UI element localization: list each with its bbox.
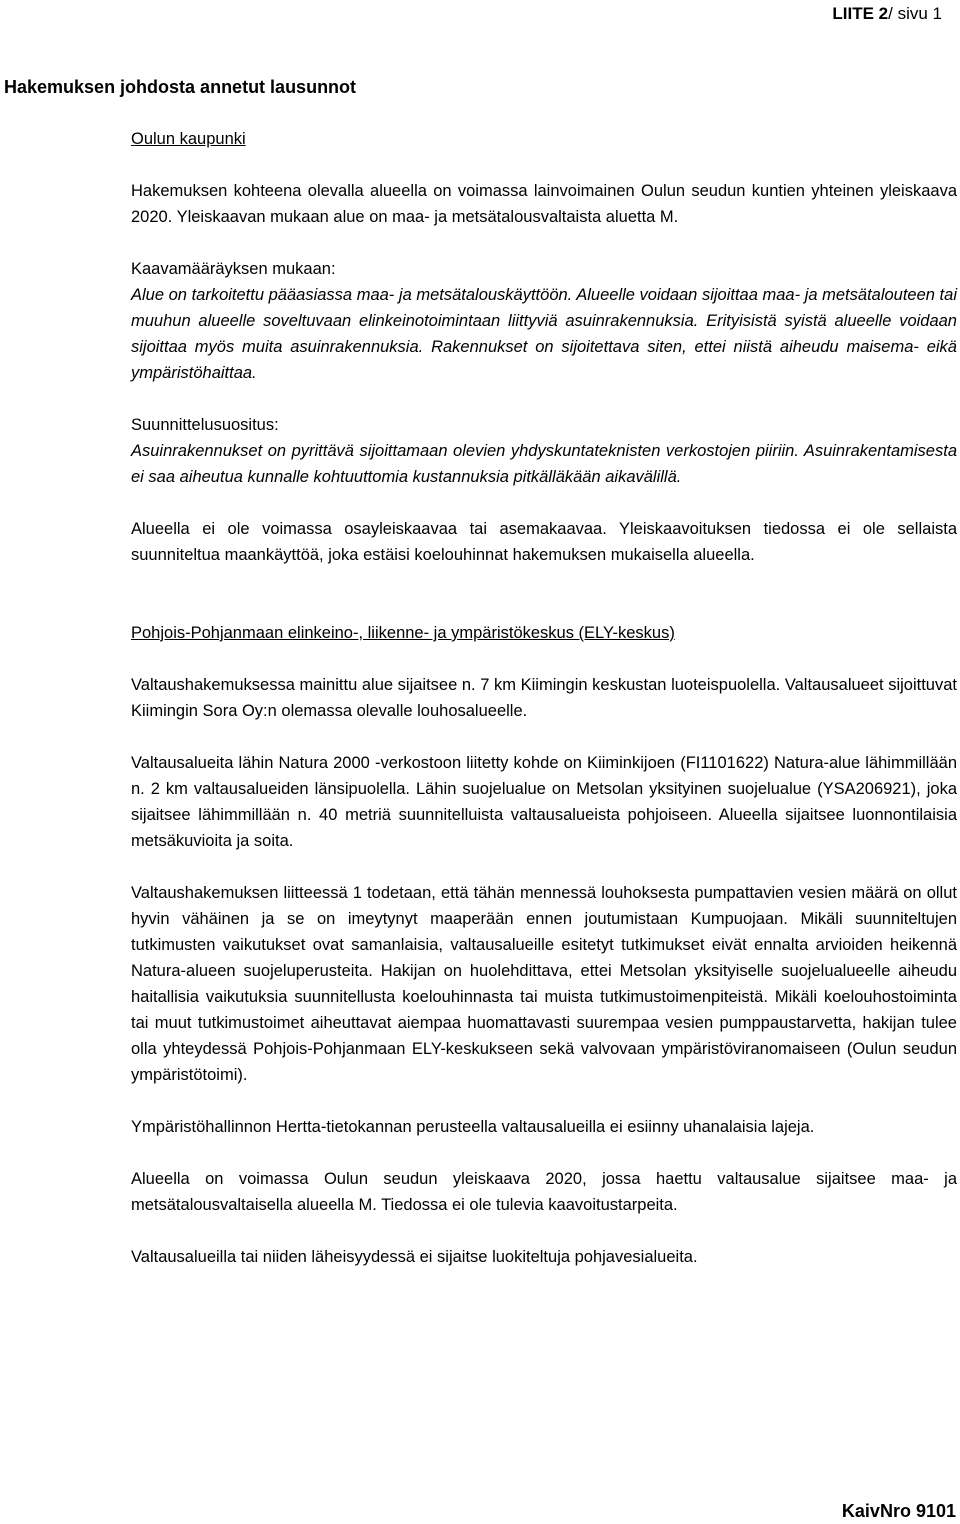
paragraph: Alueella on voimassa Oulun seudun yleiskaava 2020, jossa haettu valtausalue sijaitsee maa- ja metsätalousvaltaisella alueella M. Tiedossa ei ole tulevia kaavoitustarpeita. — [131, 1170, 957, 1214]
footer-reference: KaivNro 9101 — [841, 1501, 956, 1521]
paragraph-italic: Asuinrakennukset on pyrittävä sijoittamaan olevien yhdyskuntateknisten verkostojen piiriin. Asuinrakentamisesta ei saa aiheutua kunnalle kohtuuttomia kustannuksia pitkälläkään aikavälillä. — [131, 442, 957, 486]
subheading-kaavamaarays: Kaavamääräyksen mukaan: — [131, 260, 336, 278]
section-oulun-kaupunki — [131, 126, 957, 568]
paragraph: Ympäristöhallinnon Hertta-tietokannan perusteella valtausalueilla ei esiinny uhanalaisia lajeja. — [131, 1118, 815, 1136]
paragraph-italic: Alue on tarkoitettu pääasiassa maa- ja metsätalouskäyttöön. Alueelle voidaan sijoittaa maa- ja metsätalouteen tai muuhun alueelle soveltuvaan elinkeinotoimintaan liittyviä asuinrakennuksia. Erityisistä syistä alueelle voidaan sijoittaa myös muita asuinrakennuksia. Rakennukset on sijoitettava siten, ettei niistä aiheudu maisema- eikä ympäristöhaittaa. — [131, 286, 957, 382]
paragraph: Valtaushakemuksessa mainittu alue sijaitsee n. 7 km Kiimingin keskustan luoteispuolella. Valtausalueet sijoittuvat Kiimingin Sora Oy:n olemassa olevalle louhosalueelle. — [131, 676, 957, 720]
subheading-suunnittelusuositus: Suunnittelusuositus: — [131, 416, 279, 434]
paragraph: Hakemuksen kohteena olevalla alueella on voimassa lainvoimainen Oulun seudun kuntien yhteinen yleiskaava 2020. Yleiskaavan mukaan alue on maa- ja metsätalousvaltaista aluetta M. — [131, 182, 957, 226]
paragraph: Valtausalueilla tai niiden läheisyydessä ei sijaitse luokiteltuja pohjavesialueita. — [131, 1248, 698, 1266]
paragraph: Valtaushakemuksen liitteessä 1 todetaan, että tähän mennessä louhoksesta pumpattavien vesien määrä on ollut hyvin vähäinen ja se on imeytynyt maaperään ennen joutumistaan Kumpuojaan. Mikäli suunniteltujen tutkimusten vaikutukset ovat samanlaisia, valtausalueille esitetyt tutkimukset eivät ennalta arvioiden heikennä Natura-alueen suojeluperusteita. Hakijan on huolehdittava, ettei Metsolan yksityiselle suojelualueelle aiheudu haitallisia vaikutuksia suunnitellusta koelouhinnasta tai muista tutkimustoimenpiteistä. Mikäli koelouhostoiminta tai muut tutkimustoimet aiheuttavat aiempaa huomattavasti suurempaa vesien pumppaustarvetta, hakijan tulee olla yhteydessä Pohjois-Pohjanmaan ELY-keskukseen sekä valvovaan ympäristöviranomaiseen (Oulun seudun ympäristötoimi). — [131, 884, 957, 1084]
page-number-label: / sivu 1 — [888, 4, 942, 23]
document-title: Hakemuksen johdosta annetut lausunnot — [4, 77, 357, 97]
section-ely-keskus — [131, 620, 957, 1270]
page-label — [832, 4, 942, 24]
appendix-label: LIITE 2 — [832, 4, 889, 23]
section-heading: Oulun kaupunki — [131, 130, 246, 148]
section-heading: Pohjois-Pohjanmaan elinkeino-, liikenne- ja ympäristökeskus (ELY-keskus) — [131, 624, 675, 642]
paragraph: Alueella ei ole voimassa osayleiskaavaa tai asemakaavaa. Yleiskaavoituksen tiedossa ei ole sellaista suunniteltua maankäyttöä, joka estäisi koelouhinnat hakemuksen mukaisella alueella. — [131, 520, 957, 564]
paragraph: Valtausalueita lähin Natura 2000 -verkostoon liitetty kohde on Kiiminkijoen (FI1101622) Natura-alue lähimmillään n. 2 km valtausalueiden länsipuolella. Lähin suojelualue on Metsolan yksityinen suojelualue (YSA206921), joka sijaitsee lähimmillään n. 40 metriä suunnitelluista valtausalueista pohjoiseen. Alueella sijaitsee luonnontilaisia metsäkuvioita ja soita. — [131, 754, 957, 850]
document-body — [131, 126, 957, 1270]
